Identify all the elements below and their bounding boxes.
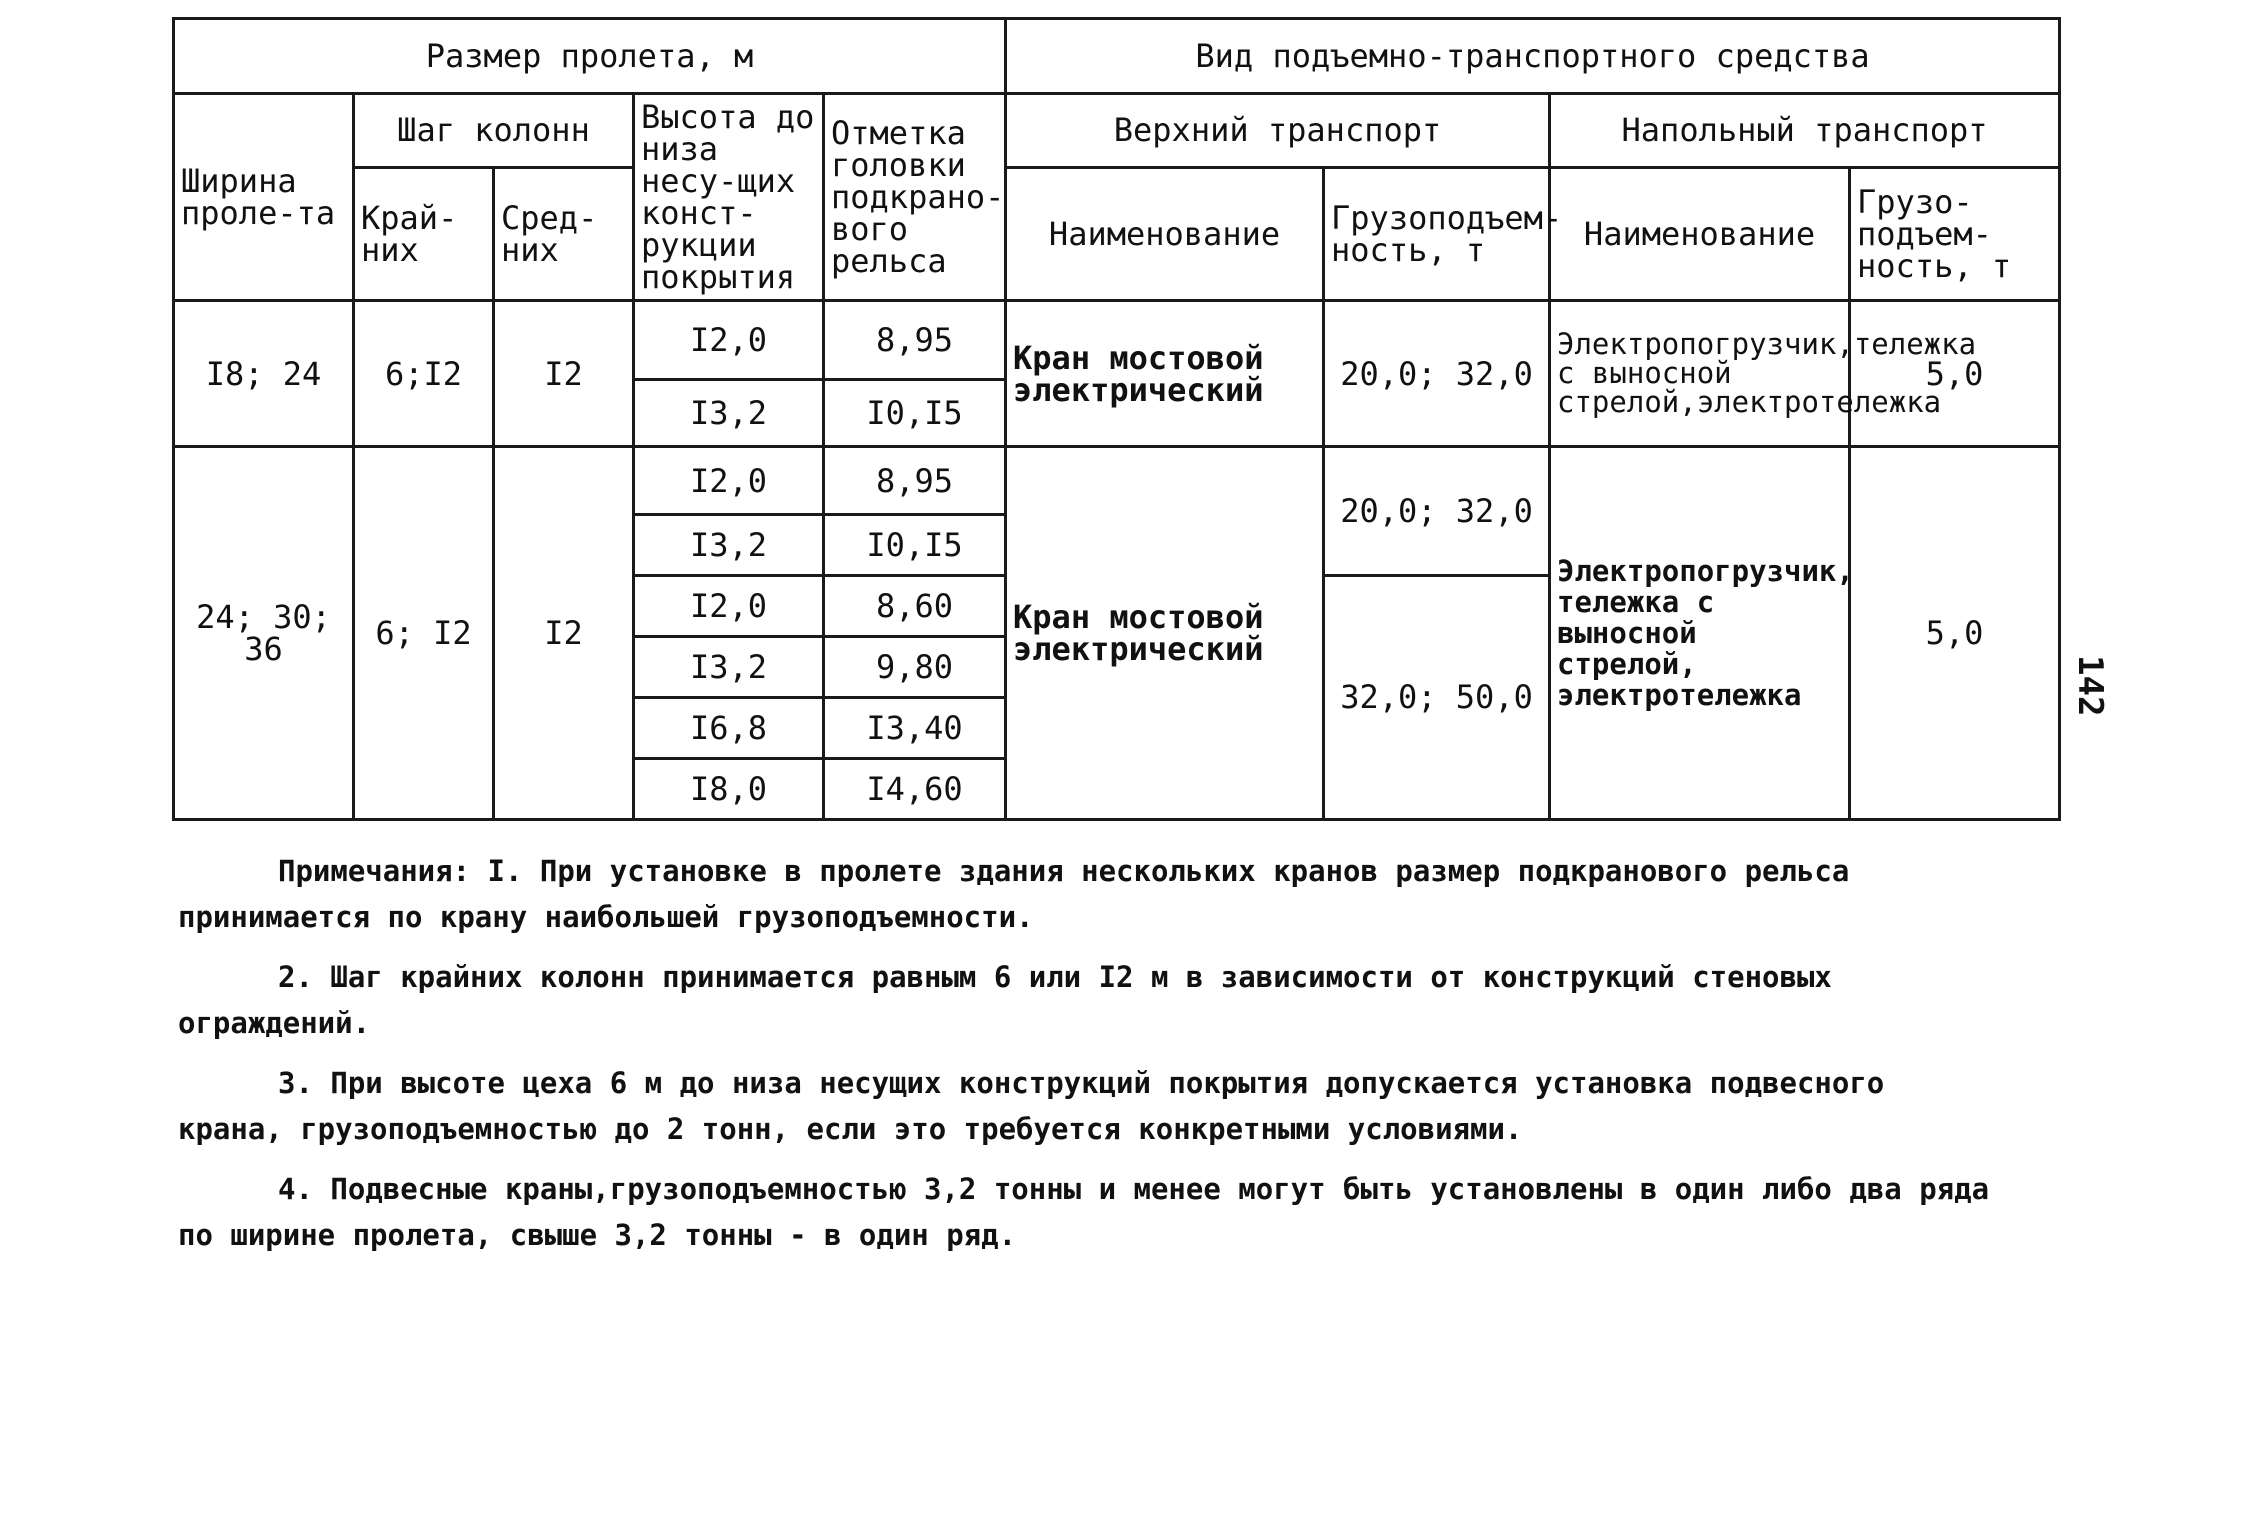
table-row bbox=[174, 300, 2060, 379]
rail-mark-cell: 8,60 bbox=[824, 575, 1006, 636]
header-transport-type: Вид подъемно-транспортного средства bbox=[1006, 19, 2060, 94]
header-row-1 bbox=[174, 19, 2060, 94]
header-span-width: Ширина проле-та bbox=[174, 94, 354, 301]
span-width-cell: 24; 30; 36 bbox=[174, 447, 354, 820]
middle-step-cell: I2 bbox=[494, 300, 634, 447]
crane-name-cell: Кран мостовой электрический bbox=[1006, 447, 1324, 820]
rail-mark-cell: I3,40 bbox=[824, 697, 1006, 758]
span-width-cell: I8; 24 bbox=[174, 300, 354, 447]
header-floor-name: Наименование bbox=[1550, 167, 1850, 300]
floor-name-cell: Электропогрузчик,тележка с выносной стрелой,электротележка bbox=[1550, 300, 1850, 447]
height-cell: I2,0 bbox=[634, 300, 824, 379]
notes-section bbox=[178, 848, 1998, 1272]
height-cell: I8,0 bbox=[634, 758, 824, 819]
height-cell: I6,8 bbox=[634, 697, 824, 758]
header-crane-name: Наименование bbox=[1006, 167, 1324, 300]
rail-mark-cell: I0,I5 bbox=[824, 380, 1006, 447]
floor-capacity-cell: 5,0 bbox=[1850, 447, 2060, 820]
height-cell: I2,0 bbox=[634, 447, 824, 514]
floor-capacity-cell: 5,0 bbox=[1850, 300, 2060, 447]
header-height: Высота до низа несу-щих конст-рукции покрытия bbox=[634, 94, 824, 301]
height-cell: I3,2 bbox=[634, 380, 824, 447]
header-row-2 bbox=[174, 94, 2060, 167]
note-2: 2. Шаг крайних колонн принимается равным 6 или I2 м в зависимости от конструкций стеновых ограждений. bbox=[178, 960, 1832, 1040]
note-4: 4. Подвесные краны,грузоподъемностью 3,2 тонны и менее могут быть установлены в один либо два ряда по ширине пролета, свыше 3,2 тонны - в один ряд. bbox=[178, 1172, 1990, 1252]
header-column-step: Шаг колонн bbox=[354, 94, 634, 167]
crane-capacity-cell: 20,0; 32,0 bbox=[1324, 447, 1550, 575]
height-cell: I2,0 bbox=[634, 575, 824, 636]
outer-step-cell: 6;I2 bbox=[354, 300, 494, 447]
rail-mark-cell: 8,95 bbox=[824, 447, 1006, 514]
header-floor-capacity: Грузо-подъем-ность, т bbox=[1850, 167, 2060, 300]
header-floor-transport: Напольный транспорт bbox=[1550, 94, 2060, 167]
crane-name-cell: Кран мостовой электрический bbox=[1006, 300, 1324, 447]
crane-spec-table bbox=[172, 17, 2061, 821]
height-cell: I3,2 bbox=[634, 514, 824, 575]
header-middle-columns: Сред-них bbox=[494, 167, 634, 300]
floor-name-cell: Электропогрузчик, тележка с выносной стрелой, электротележка bbox=[1550, 447, 1850, 820]
height-cell: I3,2 bbox=[634, 636, 824, 697]
note-1: Примечания: I. При установке в пролете здания нескольких кранов размер подкранового рельса принимается по крану наибольшей грузоподъемности. bbox=[178, 854, 1850, 934]
page-number: 142 bbox=[2070, 655, 2110, 717]
header-span-size: Размер пролета, м bbox=[174, 19, 1006, 94]
crane-capacity-cell: 32,0; 50,0 bbox=[1324, 575, 1550, 819]
crane-capacity-cell: 20,0; 32,0 bbox=[1324, 300, 1550, 447]
header-crane-capacity: Грузоподъем-ность, т bbox=[1324, 167, 1550, 300]
header-outer-columns: Край-них bbox=[354, 167, 494, 300]
note-3: 3. При высоте цеха 6 м до низа несущих конструкций покрытия допускается установка подвесного крана, грузоподъемностью до 2 тонн, если это требуется конкретными условиями. bbox=[178, 1066, 1885, 1146]
rail-mark-cell: I4,60 bbox=[824, 758, 1006, 819]
header-overhead-transport: Верхний транспорт bbox=[1006, 94, 1550, 167]
middle-step-cell: I2 bbox=[494, 447, 634, 820]
rail-mark-cell: 9,80 bbox=[824, 636, 1006, 697]
header-row-3 bbox=[174, 167, 2060, 300]
rail-mark-cell: 8,95 bbox=[824, 300, 1006, 379]
header-rail-mark: Отметка головки подкрано-вого рельса bbox=[824, 94, 1006, 301]
table-row bbox=[174, 447, 2060, 514]
rail-mark-cell: I0,I5 bbox=[824, 514, 1006, 575]
outer-step-cell: 6; I2 bbox=[354, 447, 494, 820]
